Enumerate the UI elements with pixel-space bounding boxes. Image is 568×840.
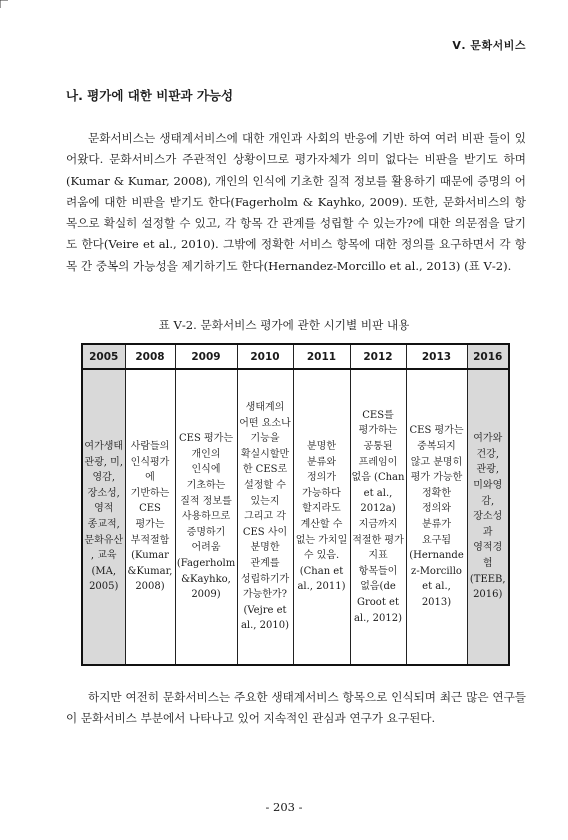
column-header: 2005 (82, 344, 125, 369)
column-header: 2012 (350, 344, 406, 369)
table-cell: 생태계의 어떤 요소나 기능을 확실시할만한 CES로 설정할 수 있는지 그리고 각 CES 사이 분명한 관계를 성립하기가 가능한가? (Vejre et al., 2010) (237, 369, 293, 665)
column-header: 2010 (237, 344, 293, 369)
table-cell: 분명한 분류와 정의가 가능하다 할지라도 계산할 수 없는 가치일 수 있음. (Chan et al., 2011) (293, 369, 350, 665)
table-cell: 여가와 건강, 관광, 미와영감, 장소성과 영적경험 (TEEB, 2016) (467, 369, 509, 665)
table-cell: 여가생태관광, 미, 영감, 장소성, 영적 종교적, 문화유산, 교육 (MA, 2005) (82, 369, 125, 665)
table-caption: 표 Ⅴ-2. 문화서비스 평가에 관한 시기별 비판 내용 (158, 318, 410, 332)
column-header: 2011 (293, 344, 350, 369)
table-cell: CES 평가는 개인의 인식에 기초하는 질적 정보를 사용하므로 증명하기 어려움 (Fagerholm &Kayhko, 2009) (175, 369, 237, 665)
body-paragraph: 하지만 여전히 문화서비스는 주요한 생태계서비스 항목으로 인식되며 최근 많은 연구들이 문화서비스 부분에서 나타나고 있어 지속적인 관심과 연구가 요구된다. (66, 690, 526, 726)
table-row (82, 369, 509, 665)
crop-mark-icon (0, 0, 9, 9)
running-header: Ⅴ. 문화서비스 (452, 39, 526, 52)
column-header: 2009 (175, 344, 237, 369)
table-header-row (82, 344, 509, 369)
critique-timeline-table (81, 343, 510, 666)
column-header: 2013 (406, 344, 467, 369)
column-header: 2008 (125, 344, 175, 369)
page-number: - 203 - (265, 800, 303, 814)
table-cell: CES를 평가하는 공통된 프레임이 없음 (Chan et al., 2012a) 지금까지 적절한 평가 지표 항목들이 없음(de Groot et al., 2012) (350, 369, 406, 665)
section-heading: 나. 평가에 대한 비판과 가능성 (66, 88, 234, 103)
column-header: 2016 (467, 344, 509, 369)
table-cell: CES 평가는 중복되지 않고 분명히 평가 가능한 정확한 정의와 분류가 요구됨 (Hernandez-Morcillo et al., 2013) (406, 369, 467, 665)
table-cell: 사람들의 인식평가에 기반하는 CES 평가는 부적절함 (Kumar &Kumar, 2008) (125, 369, 175, 665)
body-paragraph: 문화서비스는 생태계서비스에 대한 개인과 사회의 반응에 기반 하여 여러 비판 들이 있어왔다. 문화서비스가 주관적인 상황이므로 평가자체가 의미 없다는 비판을 받기도 하며(Kumar & Kumar, 2008), 개인의 인식에 기초한 질적 정보를 활용하기 때문에 증명의 어려움에 대한 비판을 받기도 한다(Fagerholm & Kayhko, 2009). 또한, 문화서비스의 항목으로 확실히 설정할 수 있고, 각 항목 간 관계를 성립할 수 있는가?에 대한 의문점을 달기도 한다(Veire et al., 2010). 그밖에 정확한 서비스 항목에 대한 정의를 요구하면서 각 항목 간 중복의 가능성을 제기하기도 한다(Hernandez-Morcillo et al., 2013) (표 Ⅴ-2). (66, 131, 526, 273)
